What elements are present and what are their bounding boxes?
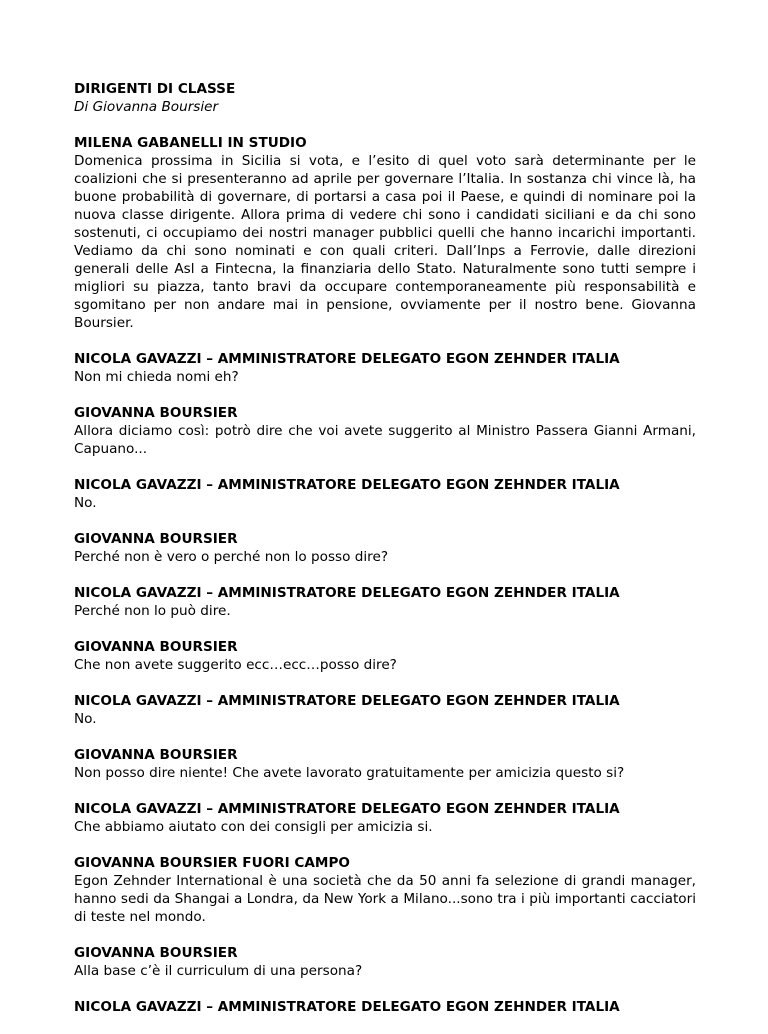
speech-text: Che non avete suggerito ecc…ecc…posso dire? <box>74 657 397 673</box>
speaker-name: GIOVANNA BOURSIER <box>74 531 238 547</box>
transcript <box>74 134 696 1016</box>
speaker-name: GIOVANNA BOURSIER <box>74 639 238 655</box>
speaker-name: NICOLA GAVAZZI – AMMINISTRATORE DELEGATO EGON ZEHNDER ITALIA <box>74 693 620 709</box>
document-header <box>74 80 696 116</box>
speech-text: Perché non lo può dire. <box>74 603 231 619</box>
speech-text: Alla base c’è il curriculum di una persona? <box>74 963 363 979</box>
speech-text: No. <box>74 711 97 727</box>
transcript-block <box>74 350 696 386</box>
document-page <box>74 80 696 1034</box>
speaker-name: NICOLA GAVAZZI – AMMINISTRATORE DELEGATO EGON ZEHNDER ITALIA <box>74 801 620 817</box>
transcript-block <box>74 692 696 728</box>
speaker-name: GIOVANNA BOURSIER <box>74 945 238 961</box>
transcript-block <box>74 998 696 1016</box>
speech-text: Allora diciamo così: potrò dire che voi avete suggerito al Ministro Passera Gianni Armani, Capuano... <box>74 423 696 457</box>
speech-text: Non mi chieda nomi eh? <box>74 369 239 385</box>
speech-text: Che abbiamo aiutato con dei consigli per amicizia si. <box>74 819 433 835</box>
speaker-name: GIOVANNA BOURSIER <box>74 747 238 763</box>
transcript-block <box>74 584 696 620</box>
speech-text: Perché non è vero o perché non lo posso dire? <box>74 549 389 565</box>
transcript-block <box>74 404 696 458</box>
speech-text: Egon Zehnder International è una società che da 50 anni fa selezione di grandi manager, hanno sedi da Shangai a Londra, da New York a Milano...sono tra i più importanti cacciatori di teste nel mondo. <box>74 873 696 925</box>
speech-text: No. <box>74 495 97 511</box>
speaker-name: GIOVANNA BOURSIER <box>74 405 238 421</box>
transcript-block <box>74 476 696 512</box>
speaker-name: NICOLA GAVAZZI – AMMINISTRATORE DELEGATO EGON ZEHNDER ITALIA <box>74 477 620 493</box>
transcript-block <box>74 854 696 926</box>
document-title: DIRIGENTI DI CLASSE <box>74 81 236 97</box>
speaker-name: GIOVANNA BOURSIER FUORI CAMPO <box>74 855 350 871</box>
transcript-block <box>74 800 696 836</box>
transcript-block <box>74 944 696 980</box>
speaker-name: NICOLA GAVAZZI – AMMINISTRATORE DELEGATO EGON ZEHNDER ITALIA <box>74 999 620 1015</box>
transcript-block <box>74 638 696 674</box>
transcript-block <box>74 134 696 332</box>
speech-text: Non posso dire niente! Che avete lavorato gratuitamente per amicizia questo si? <box>74 765 625 781</box>
speaker-name: MILENA GABANELLI IN STUDIO <box>74 135 307 151</box>
transcript-block <box>74 746 696 782</box>
speaker-name: NICOLA GAVAZZI – AMMINISTRATORE DELEGATO EGON ZEHNDER ITALIA <box>74 585 620 601</box>
speech-text: Domenica prossima in Sicilia si vota, e l’esito di quel voto sarà determinante per le coalizioni che si presenteranno ad aprile per governare l’Italia. In sostanza chi vince là, ha buone probabilità di governare, di portarsi a casa poi il Paese, e quindi di nominare poi la nuova classe dirigente. Allora prima di vedere chi sono i candidati siciliani e da chi sono sostenuti, ci occupiamo dei nostri manager pubblici quelli che hanno incarichi importanti. Vediamo da chi sono nominati e con quali criteri. Dall’Inps a Ferrovie, dalle direzioni generali delle Asl a Fintecna, la finanziaria dello Stato. Naturalmente sono tutti sempre i migliori su piazza, tanto bravi da occupare contemporaneamente più responsabilità e sgomitano per non andare mai in pensione, ovviamente per il nostro bene. Giovanna Boursier. <box>74 153 696 331</box>
speaker-name: NICOLA GAVAZZI – AMMINISTRATORE DELEGATO EGON ZEHNDER ITALIA <box>74 351 620 367</box>
document-author: Di Giovanna Boursier <box>74 99 219 115</box>
transcript-block <box>74 530 696 566</box>
